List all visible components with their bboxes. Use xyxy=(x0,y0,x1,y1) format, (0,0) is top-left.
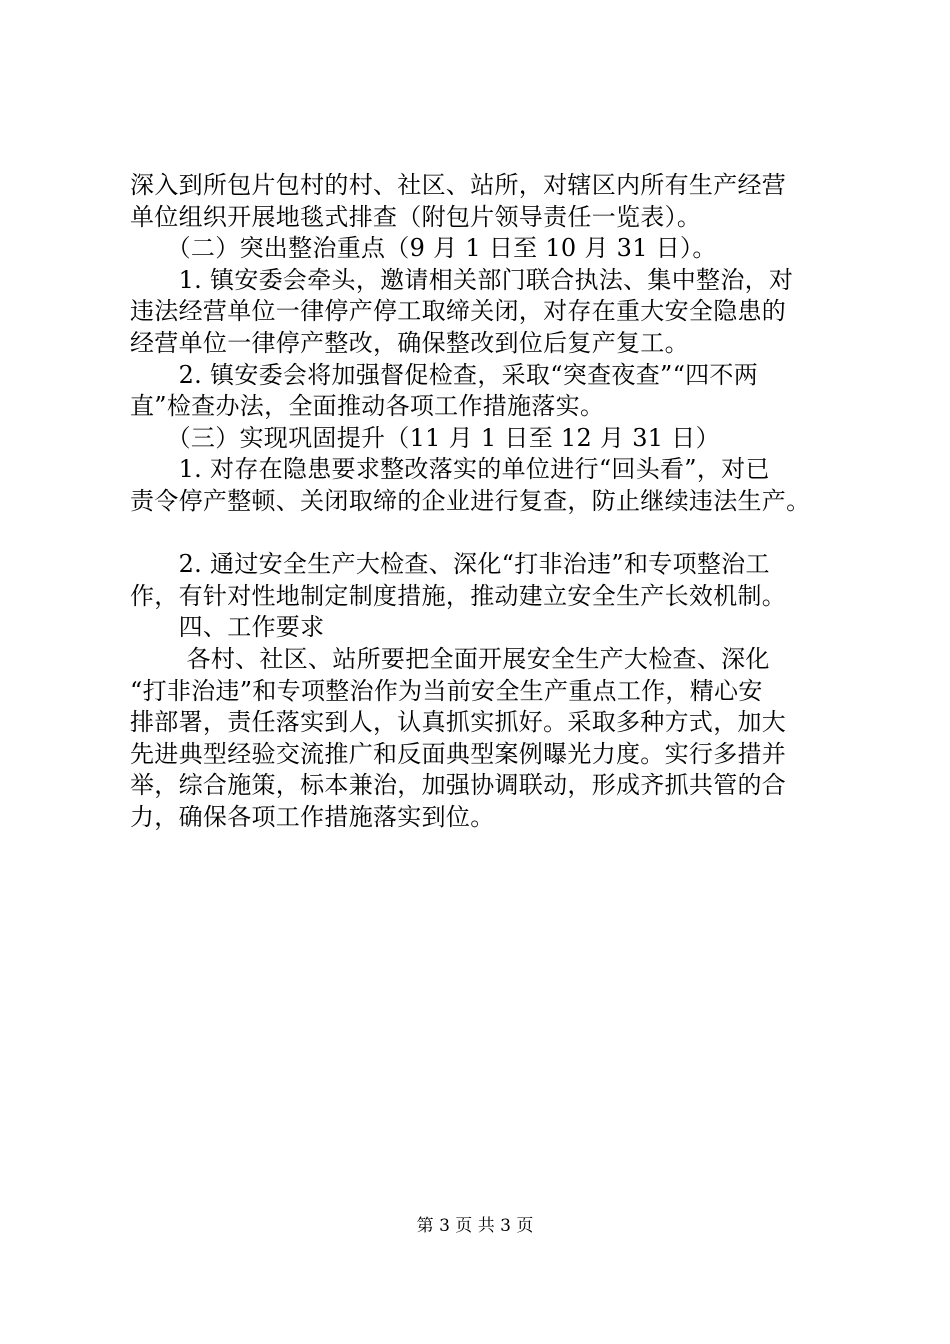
blank-line xyxy=(130,518,830,550)
text-line: 违法经营单位一律停产停工取缔关闭，对存在重大安全隐患的 xyxy=(130,297,787,326)
text-line: 深入到所包片包村的村、社区、站所，对辖区内所有生产经营 xyxy=(130,171,787,199)
text-line: 1. 对存在隐患要求整改落实的单位进行“回头看”，对已 xyxy=(130,455,770,484)
section-heading: （三）实现巩固提升（11 月 1 日至 12 月 31 日） xyxy=(130,423,720,452)
section-heading: 四、工作要求 xyxy=(130,613,325,642)
text-line: 举，综合施策，标本兼治，加强协调联动，形成齐抓共管的合 xyxy=(130,771,787,800)
page-number-footer: 第 3 页 共 3 页 xyxy=(416,1216,534,1236)
text-line: 先进典型经验交流推广和反面典型案例曝光力度。实行多措并 xyxy=(130,739,787,768)
section-heading: （二）突出整治重点（9 月 1 日至 10 月 31 日）。 xyxy=(130,234,717,263)
text-line: 力，确保各项工作措施落实到位。 xyxy=(130,802,495,831)
text-line: 各村、社区、站所要把全面开展安全生产大检查、深化 xyxy=(130,644,770,673)
text-line: 1. 镇安委会牵头，邀请相关部门联合执法、集中整治，对 xyxy=(130,265,794,294)
text-line: 作，有针对性地制定制度措施，推动建立安全生产长效机制。 xyxy=(130,581,787,610)
document-body xyxy=(130,170,830,833)
text-line: 单位组织开展地毯式排查（附包片领导责任一览表）。 xyxy=(130,202,702,231)
text-line: “打非治违”和专项整治作为当前安全生产重点工作，精心安 xyxy=(130,676,763,705)
text-line: 排部署，责任落实到人，认真抓实抓好。采取多种方式，加大 xyxy=(130,708,787,737)
text-line: 2. 通过安全生产大检查、深化“打非治违”和专项整治工 xyxy=(130,550,770,579)
text-line: 2. 镇安委会将加强督促检查，采取“突查夜查”“四不两 xyxy=(130,360,759,389)
text-line: 责令停产整顿、关闭取缔的企业进行复查，防止继续违法生产。 xyxy=(130,486,811,515)
text-line: 经营单位一律停产整改，确保整改到位后复产复工。 xyxy=(130,328,689,357)
text-line: 直”检查办法，全面推动各项工作措施落实。 xyxy=(130,392,605,421)
